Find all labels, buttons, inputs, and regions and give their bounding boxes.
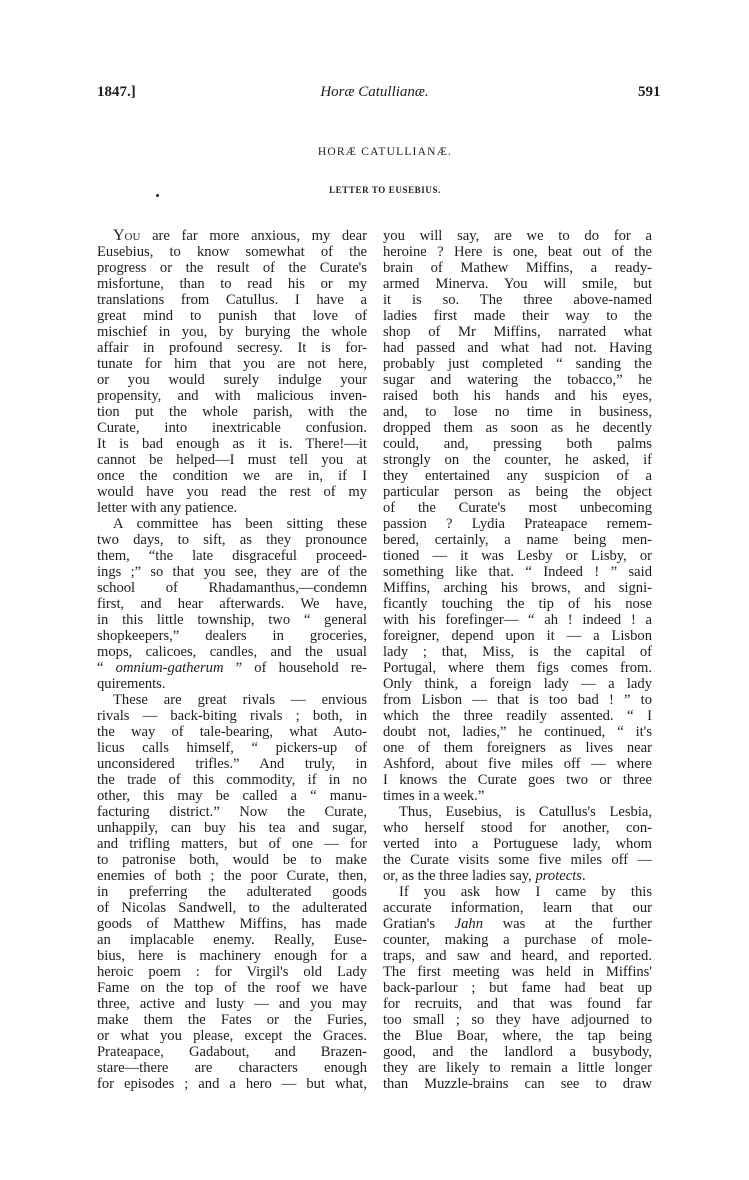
text-line [383, 1028, 652, 1044]
line-text: back-parlour ; but fame had beat up [383, 980, 652, 996]
line-text: an implacable enemy. Really, Euse- [97, 932, 367, 948]
running-header-title: Horæ Catullianæ. [320, 84, 429, 100]
line-text: misfortune, than to read his or my [97, 276, 367, 292]
line-text: shop of Mr Miffins, narrated what [383, 324, 652, 340]
text-line [97, 756, 367, 772]
line-text: These are great rivals — envious [113, 692, 367, 708]
text-line [383, 788, 652, 804]
line-text: doubt not, ladies,” he continued, “ it's [383, 724, 652, 740]
text-line [383, 804, 652, 820]
text-line [383, 260, 652, 276]
text-line [383, 292, 652, 308]
line-text: progress or the result of the Curate's [97, 260, 367, 276]
running-header-year: 1847.] [97, 84, 136, 100]
text-line [97, 292, 367, 308]
line-text: tunate for him that you are not here, [97, 356, 367, 372]
line-text: of the Curate's most unbecoming [383, 500, 652, 516]
text-line [383, 628, 652, 644]
line-text: tion put the whole parish, with the [97, 404, 367, 420]
line-text: propensity, and with malicious inven- [97, 388, 367, 404]
text-line [383, 932, 652, 948]
text-line [97, 308, 367, 324]
line-text: Gratian's [383, 916, 455, 932]
text-line [97, 884, 367, 900]
line-text: or, as the three ladies say, [383, 868, 536, 884]
text-line [383, 852, 652, 868]
text-line [383, 500, 652, 516]
line-text: and trifling matters, but of one — for [97, 836, 367, 852]
text-line [383, 660, 652, 676]
text-line [383, 420, 652, 436]
line-text: you will say, are we to do for a [383, 228, 652, 244]
text-line [383, 356, 652, 372]
line-text: them, “the late disgraceful proceed- [97, 548, 367, 564]
line-text: would have you read the rest of my [97, 484, 367, 500]
text-line [97, 532, 367, 548]
text-line [97, 804, 367, 820]
line-text: It is bad enough as it is. There!—it [97, 436, 367, 452]
text-line [97, 852, 367, 868]
line-text: or what you please, except the Graces. [97, 1028, 367, 1044]
text-line [97, 436, 367, 452]
text-line [383, 564, 652, 580]
text-line [383, 244, 652, 260]
text-line [383, 1012, 652, 1028]
line-text: something like that. “ Indeed ! ” said [383, 564, 652, 580]
text-line [97, 676, 367, 692]
text-line [97, 404, 367, 420]
line-text: counter, making a purchase of mole- [383, 932, 652, 948]
line-text: than Muzzle-brains can see to draw [383, 1076, 652, 1092]
line-text: raised both his hands and his eyes, [383, 388, 652, 404]
text-line [97, 228, 367, 244]
line-text: foreigner, depend upon it — a Lisbon [383, 628, 652, 644]
line-text: it is so. The three above-named [383, 292, 652, 308]
text-line [97, 1044, 367, 1060]
text-line [97, 468, 367, 484]
line-text: enemies of both ; the poor Curate, then, [97, 868, 367, 884]
text-line [383, 1076, 652, 1092]
line-text: cannot be helped—I must tell you at [97, 452, 367, 468]
line-text: could, and, pressing both palms [383, 436, 652, 452]
text-line [383, 340, 652, 356]
text-line [97, 500, 367, 516]
line-text: great mind to punish that love of [97, 308, 367, 324]
line-text: “ [97, 660, 116, 676]
text-line [383, 436, 652, 452]
line-text: bered, certainly, a name being men- [383, 532, 652, 548]
text-line [97, 1060, 367, 1076]
line-text: to patronise both, would be to make [97, 852, 367, 868]
line-text: accurate information, learn that our [383, 900, 652, 916]
text-line [97, 932, 367, 948]
text-line [383, 452, 652, 468]
line-text: Fame on the top of the roof we have [97, 980, 367, 996]
text-line [383, 484, 652, 500]
text-line [383, 276, 652, 292]
text-line [383, 836, 652, 852]
line-text: for recruits, and that was found far [383, 996, 652, 1012]
text-line [97, 388, 367, 404]
text-line [383, 820, 652, 836]
text-line [383, 676, 652, 692]
line-text: good, and the landlord a busybody, [383, 1044, 652, 1060]
line-text: particular person as being the object [383, 484, 652, 500]
line-text: had passed and what had not. Having [383, 340, 652, 356]
text-line [97, 564, 367, 580]
line-text: the Blue Boar, where, the tap being [383, 1028, 652, 1044]
text-line [383, 516, 652, 532]
line-text: heroic poem : for Virgil's old Lady [97, 964, 367, 980]
line-text: first, and hear afterwards. We have, [97, 596, 367, 612]
text-line [97, 916, 367, 932]
italic-text: omnium-gatherum [115, 660, 224, 676]
text-column-left [97, 228, 367, 1092]
text-column-right [383, 228, 652, 1092]
text-line [97, 484, 367, 500]
text-line [97, 340, 367, 356]
line-text: If you ask how I came by this [399, 884, 652, 900]
line-text: was at the further [483, 916, 653, 932]
text-line [97, 740, 367, 756]
line-text: in preferring the adulterated goods [97, 884, 367, 900]
line-text: goods of Matthew Miffins, has made [97, 916, 367, 932]
line-text: of Nicolas Sandwell, to the adulterated [97, 900, 367, 916]
text-line [97, 628, 367, 644]
line-text: unhappily, can buy his tea and sugar, [97, 820, 367, 836]
text-line [383, 964, 652, 980]
line-text: tioned — it was Lesby or Lisby, or [383, 548, 652, 564]
line-text: two days, to sift, as they pronounce [97, 532, 367, 548]
text-line [97, 420, 367, 436]
text-line [97, 980, 367, 996]
text-line [97, 548, 367, 564]
text-line [97, 356, 367, 372]
line-text: mops, calicoes, candles, and the usual [97, 644, 367, 660]
text-line [97, 964, 367, 980]
text-line [97, 772, 367, 788]
text-line [383, 644, 652, 660]
line-text: licus calls himself, “ pickers-up of [97, 740, 367, 756]
line-text: strongly on the counter, he asked, if [383, 452, 652, 468]
line-text: they are likely to remain a little longer [383, 1060, 652, 1076]
line-text: traps, and saw and heard, and reported. [383, 948, 652, 964]
line-text: and, to lose no time in business, [383, 404, 652, 420]
article-subtitle: LETTER TO EUSEBIUS. [329, 185, 441, 195]
text-line [383, 308, 652, 324]
text-line [383, 532, 652, 548]
text-line [97, 788, 367, 804]
line-text: from Lisbon — that is too bad ! ” to [383, 692, 652, 708]
line-text: Curate, into inextricable confusion. [97, 420, 367, 436]
line-text: . [581, 868, 586, 884]
line-text: Prateapace, Gadabout, and Brazen- [97, 1044, 367, 1060]
text-line [383, 980, 652, 996]
text-line [97, 644, 367, 660]
text-line [383, 228, 652, 244]
text-line [97, 244, 367, 260]
text-line [383, 756, 652, 772]
text-line [383, 548, 652, 564]
text-line [97, 516, 367, 532]
text-line [383, 1060, 652, 1076]
line-text: sugar and watering the tobacco,” he [383, 372, 652, 388]
text-line [383, 580, 652, 596]
line-text: school of Rhadamanthus,—condemn [97, 580, 367, 596]
line-text: ficantly touching the tip of his nose [383, 596, 652, 612]
text-line [97, 260, 367, 276]
text-line [97, 692, 367, 708]
text-line [383, 724, 652, 740]
line-text: armed Minerva. You will smile, but [383, 276, 652, 292]
text-line [383, 948, 652, 964]
line-text: The first meeting was held in Miffins' [383, 964, 652, 980]
text-line [97, 900, 367, 916]
italic-text: protects [535, 868, 582, 884]
text-line [383, 468, 652, 484]
text-line [97, 724, 367, 740]
text-line [97, 324, 367, 340]
text-line [97, 708, 367, 724]
text-line [97, 612, 367, 628]
line-text: I knows the Curate goes two or three [383, 772, 652, 788]
line-text: brain of Mathew Miffins, a ready- [383, 260, 652, 276]
text-line [383, 324, 652, 340]
text-line [97, 596, 367, 612]
line-text: stare—there are characters enough [97, 1060, 367, 1076]
text-line [383, 740, 652, 756]
small-caps-opening: You [113, 227, 141, 244]
text-line [97, 868, 367, 884]
line-text: ings ;” so that you see, they are of the [97, 564, 367, 580]
line-text: for episodes ; and a hero — but what, [97, 1076, 367, 1092]
line-text: one of them foreigners as lives near [383, 740, 652, 756]
page-number: 591 [638, 84, 661, 100]
line-text: ladies first made their way to the [383, 308, 652, 324]
line-text: unconsidered trifles.” And truly, in [97, 756, 367, 772]
line-text: are far more anxious, my dear [140, 228, 367, 244]
text-line [97, 948, 367, 964]
line-text: ” of household re- [223, 660, 367, 676]
line-text: Ashford, about five miles off — where [383, 756, 652, 772]
text-line [97, 820, 367, 836]
line-text: in this little township, two “ general [97, 612, 367, 628]
text-line [383, 372, 652, 388]
text-line [383, 404, 652, 420]
line-text: heroine ? Here is one, beat out of the [383, 244, 652, 260]
line-text: or you would surely indulge your [97, 372, 367, 388]
line-text: too small ; so they have adjourned to [383, 1012, 652, 1028]
line-text: the Curate visits some five miles off — [383, 852, 652, 868]
line-text: affair in profound secresy. It is for- [97, 340, 367, 356]
line-text: other, this may be called a “ manu- [97, 788, 367, 804]
text-line [383, 884, 652, 900]
text-line [97, 1012, 367, 1028]
text-line [383, 772, 652, 788]
line-text: translations from Catullus. I have a [97, 292, 367, 308]
line-text: dropped them as soon as he decently [383, 420, 652, 436]
line-text: Only think, a foreign lady — a lady [383, 676, 652, 692]
text-line [383, 612, 652, 628]
line-text: shopkeepers,” dealers in groceries, [97, 628, 367, 644]
text-line [383, 1044, 652, 1060]
line-text: verted into a Portuguese lady, whom [383, 836, 652, 852]
line-text: facturing district.” Now the Curate, [97, 804, 367, 820]
line-text: which the three readily assented. “ I [383, 708, 652, 724]
line-text: the way of tale-bearing, what Auto- [97, 724, 367, 740]
text-line [97, 996, 367, 1012]
italic-text: Jahn [454, 916, 484, 932]
text-line [97, 372, 367, 388]
line-text: lady ; that, Miss, is the capital of [383, 644, 652, 660]
line-text: passion ? Lydia Prateapace remem- [383, 516, 652, 532]
text-line [383, 708, 652, 724]
article-title: HORÆ CATULLIANÆ. [317, 146, 453, 158]
line-text: once the condition we are in, if I [97, 468, 367, 484]
line-text: make them the Fates or the Furies, [97, 1012, 367, 1028]
text-line [383, 916, 652, 932]
line-text: three, active and lusty — and you may [97, 996, 367, 1012]
text-line [97, 660, 367, 676]
text-line [97, 580, 367, 596]
line-text: Miffins, arching his brows, and signi- [383, 580, 652, 596]
line-text: mischief in you, by burying the whole [97, 324, 367, 340]
line-text: bius, here is machinery enough for a [97, 948, 367, 964]
line-text: with his forefinger— “ ah ! indeed ! a [383, 612, 652, 628]
line-text: they entertained any suspicion of a [383, 468, 652, 484]
line-text: Eusebius, to know somewhat of the [97, 244, 367, 260]
line-text: quirements. [97, 676, 166, 692]
text-line [383, 692, 652, 708]
line-text: the trade of this commodity, if in no [97, 772, 367, 788]
line-text: letter with any patience. [97, 500, 238, 516]
text-line [383, 388, 652, 404]
text-line [383, 996, 652, 1012]
text-line [383, 868, 652, 884]
line-text: times in a week.” [383, 788, 485, 804]
text-line [97, 452, 367, 468]
text-line [97, 276, 367, 292]
text-line [383, 900, 652, 916]
line-text: who herself stood for another, con- [383, 820, 652, 836]
text-line [97, 836, 367, 852]
text-line [383, 596, 652, 612]
text-line [97, 1076, 367, 1092]
line-text: Thus, Eusebius, is Catullus's Lesbia, [399, 804, 652, 820]
line-text: rivals — back-biting rivals ; both, in [97, 708, 367, 724]
line-text: Portugal, where them figs comes from. [383, 660, 652, 676]
text-line [97, 1028, 367, 1044]
line-text: probably just completed “ sanding the [383, 356, 652, 372]
line-text: A committee has been sitting these [113, 516, 367, 532]
